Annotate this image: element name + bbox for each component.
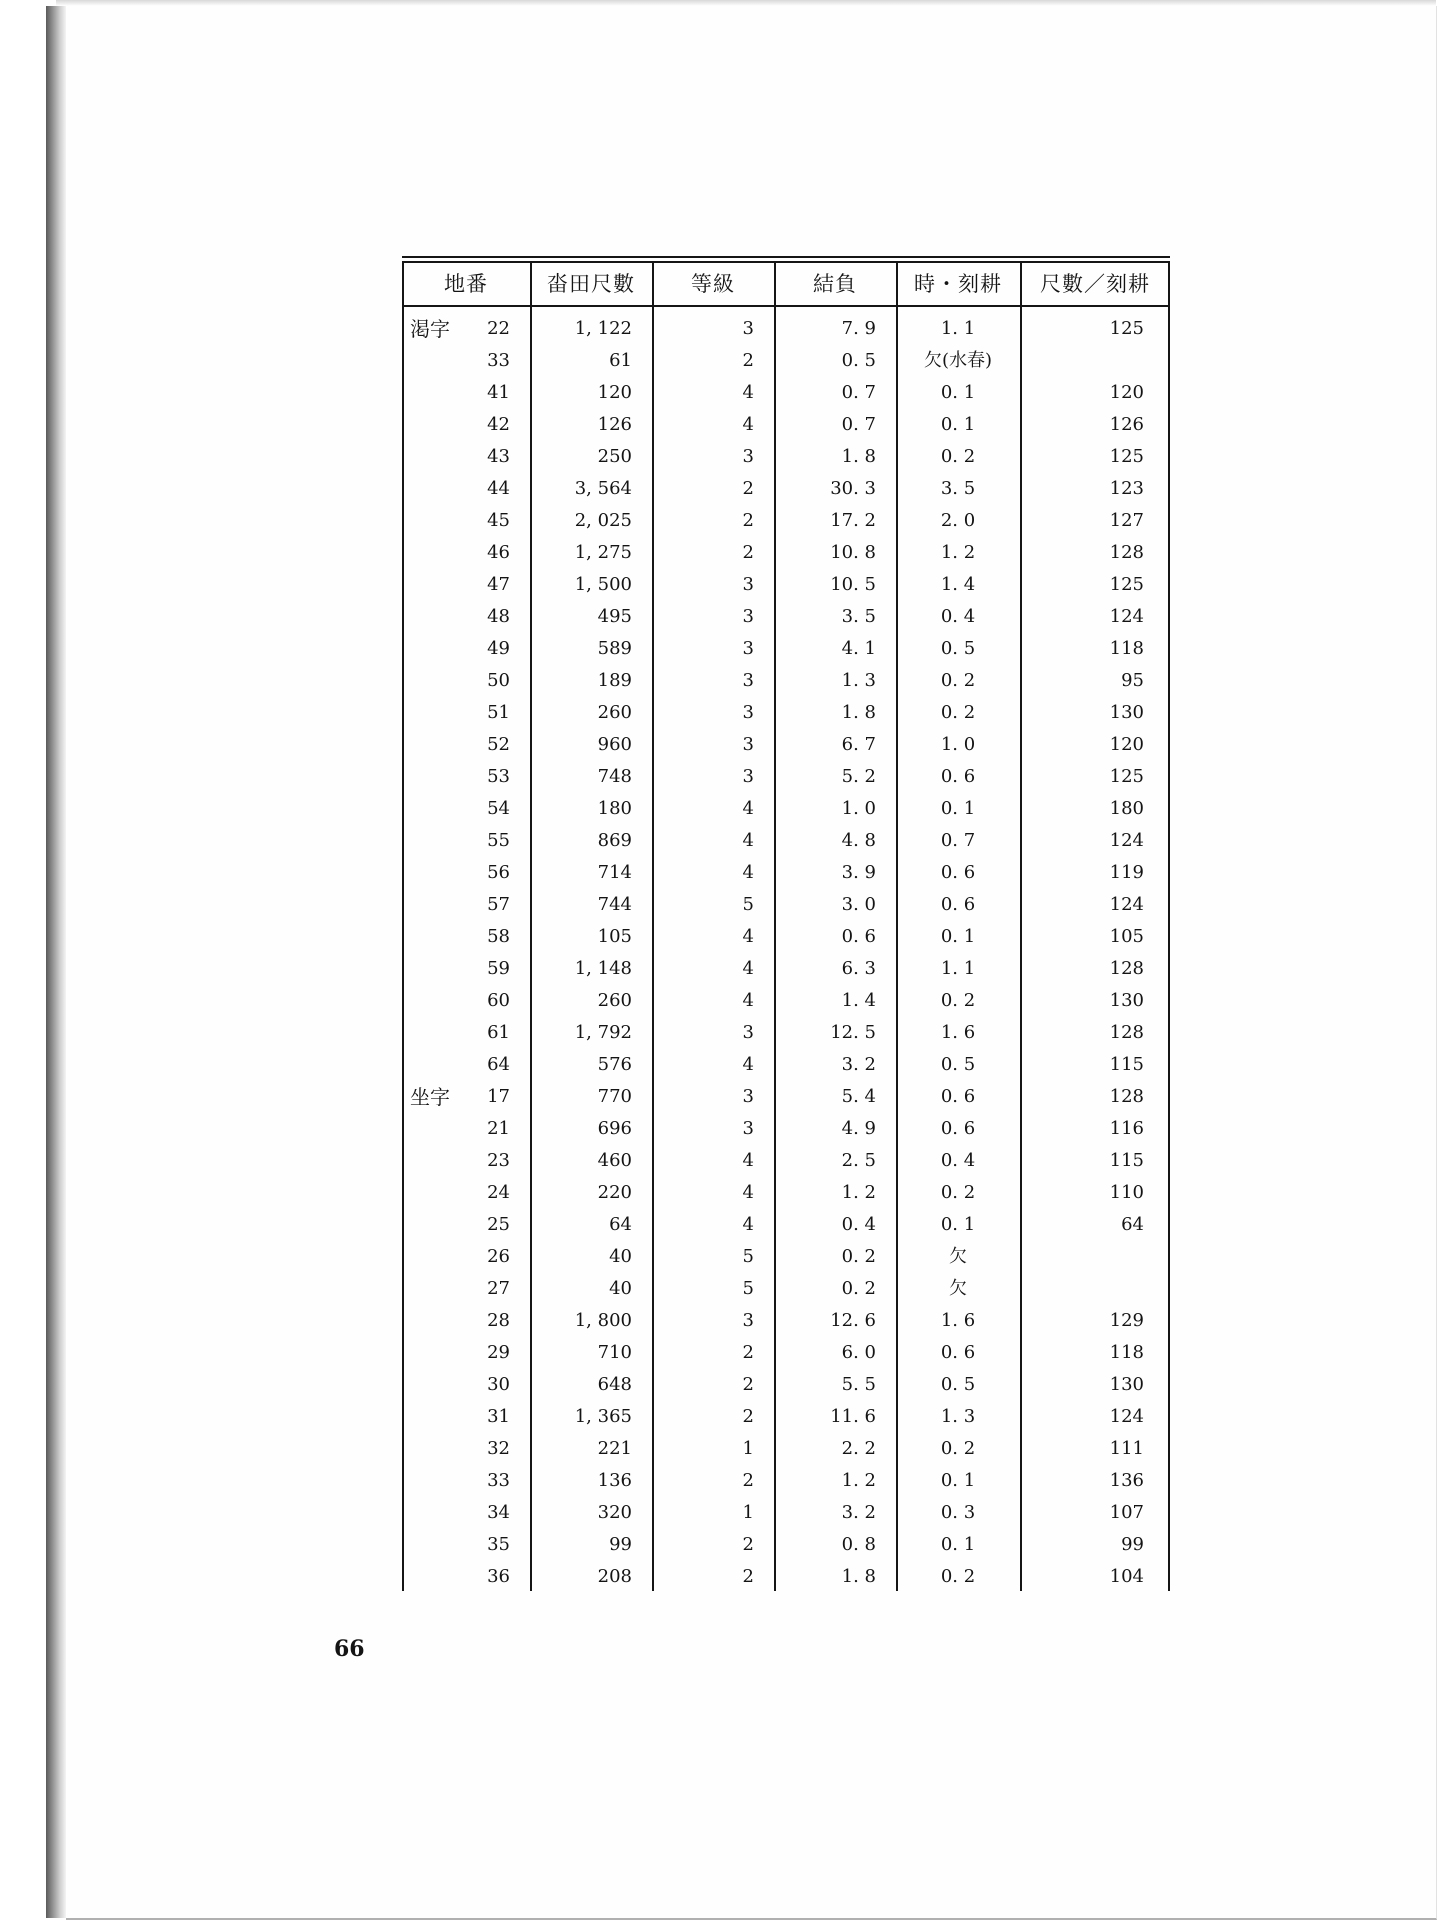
book-spine-edge: [46, 6, 66, 1918]
cell-plowing-time: 0. 3: [940, 1502, 976, 1523]
cell-plowing-time: 0. 6: [940, 766, 976, 787]
cell-kyeol-bu: 1. 4: [841, 990, 876, 1011]
cell-grade: 4: [742, 1054, 754, 1075]
table-row: [402, 793, 1170, 825]
cell-grade: 4: [742, 1182, 754, 1203]
cell-area-per-time: 95: [1121, 670, 1144, 691]
page-number: 66: [334, 1636, 365, 1662]
header-lot-number: 地番: [444, 272, 488, 296]
cell-grade: 3: [742, 574, 754, 595]
cell-kyeol-bu: 2. 5: [841, 1150, 876, 1171]
header-grade: 等級: [691, 272, 735, 296]
cell-area-per-time: 124: [1109, 606, 1144, 627]
cell-plowing-time: 0. 6: [940, 1342, 976, 1363]
cell-area-per-time: 180: [1109, 798, 1144, 819]
cell-plowing-time: 0. 2: [940, 446, 976, 467]
cell-area-per-time: 128: [1109, 1022, 1144, 1043]
cell-lot-number: 58: [487, 926, 510, 947]
cell-plowing-time: 0. 2: [940, 1182, 976, 1203]
table-row: [402, 1145, 1170, 1177]
cell-field-area: 260: [597, 990, 632, 1011]
cell-field-area: 714: [597, 862, 632, 883]
cell-grade: 4: [742, 926, 754, 947]
table-row: [402, 1497, 1170, 1529]
cell-lot-number: 60: [487, 990, 510, 1011]
cell-field-area: 180: [597, 798, 632, 819]
cell-field-area: 960: [597, 734, 632, 755]
table-row: [402, 1177, 1170, 1209]
cell-lot-number: 30: [487, 1374, 510, 1395]
cell-grade: 2: [742, 1406, 754, 1427]
cell-plowing-time: 0. 5: [940, 1374, 976, 1395]
cell-field-area: 460: [597, 1150, 632, 1171]
cell-area-per-time: 64: [1121, 1214, 1144, 1235]
cell-grade: 4: [742, 414, 754, 435]
cell-grade: 2: [742, 350, 754, 371]
table-row: [402, 1305, 1170, 1337]
cell-plowing-time: 1. 0: [940, 734, 976, 755]
cell-grade: 4: [742, 1150, 754, 1171]
cell-lot-number: 34: [487, 1502, 510, 1523]
cell-kyeol-bu: 4. 8: [841, 830, 876, 851]
cell-field-area: 99: [609, 1534, 632, 1555]
cell-area-per-time: 99: [1121, 1534, 1144, 1555]
cell-area-per-time: [1042, 1241, 1144, 1273]
cell-area-per-time: 115: [1109, 1054, 1144, 1075]
cell-lot-number: 33: [487, 350, 510, 371]
cell-kyeol-bu: 30. 3: [830, 478, 876, 499]
cell-kyeol-bu: 0. 4: [841, 1214, 876, 1235]
table-header-row: [402, 263, 1170, 305]
table-row: [402, 1209, 1170, 1241]
table-row: [402, 1337, 1170, 1369]
cell-area-per-time: 123: [1109, 478, 1144, 499]
cell-field-area: 221: [597, 1438, 632, 1459]
cell-plowing-time: 0. 2: [940, 702, 976, 723]
cell-field-area: 748: [597, 766, 632, 787]
cell-kyeol-bu: 1. 3: [841, 670, 876, 691]
table-row: [402, 825, 1170, 857]
cell-plowing-time: 1. 1: [940, 318, 976, 339]
cell-grade: 5: [742, 1278, 754, 1299]
cell-kyeol-bu: 17. 2: [830, 510, 876, 531]
cell-plowing-time: 0. 2: [940, 990, 976, 1011]
cell-kyeol-bu: 11. 6: [830, 1406, 876, 1427]
cell-plowing-time: 欠: [949, 1278, 967, 1299]
table-row: [402, 1273, 1170, 1305]
cell-lot-number: 56: [487, 862, 510, 883]
cell-plowing-time: 0. 6: [940, 1086, 976, 1107]
cell-kyeol-bu: 3. 5: [841, 606, 876, 627]
table-row: [402, 1369, 1170, 1401]
table-row: [402, 633, 1170, 665]
cell-field-area: 770: [597, 1086, 632, 1107]
cell-area-per-time: 110: [1109, 1182, 1144, 1203]
cell-plowing-time: 1. 6: [940, 1310, 976, 1331]
cell-lot-number: 53: [487, 766, 510, 787]
cell-lot-number: 54: [487, 798, 510, 819]
cell-field-area: 136: [597, 1470, 632, 1491]
table-row: [402, 1113, 1170, 1145]
cell-grade: 4: [742, 958, 754, 979]
cell-lot-number: 59: [487, 958, 510, 979]
cell-grade: 4: [742, 798, 754, 819]
cell-lot-number: 64: [487, 1054, 510, 1075]
cell-area-per-time: 115: [1109, 1150, 1144, 1171]
cell-kyeol-bu: 10. 8: [830, 542, 876, 563]
table-row: [402, 761, 1170, 793]
table-row: [402, 985, 1170, 1017]
cell-plowing-time: 3. 5: [940, 478, 976, 499]
cell-kyeol-bu: 0. 6: [841, 926, 876, 947]
cell-plowing-time: 0. 1: [940, 1470, 976, 1491]
cell-grade: 3: [742, 766, 754, 787]
cell-area-per-time: 105: [1109, 926, 1144, 947]
cell-lot-number: 24: [487, 1182, 510, 1203]
cell-field-area: 40: [609, 1246, 632, 1267]
cell-grade: 1: [742, 1438, 754, 1459]
cell-lot-number: 42: [487, 414, 510, 435]
cell-kyeol-bu: 5. 5: [841, 1374, 876, 1395]
cell-lot-number: 52: [487, 734, 510, 755]
cell-area-per-time: 111: [1109, 1438, 1144, 1459]
cell-plowing-time: 0. 7: [940, 830, 976, 851]
table-row: [402, 1049, 1170, 1081]
table-row: [402, 1529, 1170, 1561]
cell-field-area: 1, 275: [574, 542, 632, 563]
cell-kyeol-bu: 1. 2: [841, 1182, 876, 1203]
table-row: [402, 857, 1170, 889]
cell-field-area: 648: [597, 1374, 632, 1395]
cell-lot-number: 35: [487, 1534, 510, 1555]
cell-kyeol-bu: 3. 9: [841, 862, 876, 883]
table-body: [402, 313, 1170, 1593]
cell-kyeol-bu: 1. 8: [841, 1566, 876, 1587]
cell-lot-number: 27: [487, 1278, 510, 1299]
cell-plowing-time: 0. 5: [940, 1054, 976, 1075]
cell-grade: 2: [742, 1566, 754, 1587]
cell-plowing-time: 0. 2: [940, 1438, 976, 1459]
cell-plowing-time: 0. 4: [940, 606, 976, 627]
cell-grade: 3: [742, 734, 754, 755]
cell-field-area: 40: [609, 1278, 632, 1299]
cell-area-per-time: 129: [1109, 1310, 1144, 1331]
table-row: [402, 377, 1170, 409]
header-bottom-rule: [402, 305, 1170, 307]
table-top-rule: [402, 256, 1170, 258]
cell-lot-number: 46: [487, 542, 510, 563]
cell-kyeol-bu: 0. 2: [841, 1278, 876, 1299]
cell-kyeol-bu: 6. 3: [841, 958, 876, 979]
cell-lot-number: 48: [487, 606, 510, 627]
cell-grade: 5: [742, 1246, 754, 1267]
cell-area-per-time: 124: [1109, 830, 1144, 851]
cell-area-per-time: 125: [1109, 318, 1144, 339]
header-kyeol-bu: 結負: [813, 272, 857, 296]
cell-lot-number: 22: [487, 318, 510, 339]
cell-kyeol-bu: 3. 2: [841, 1502, 876, 1523]
cell-grade: 3: [742, 1086, 754, 1107]
cell-plowing-time: 1. 4: [940, 574, 976, 595]
cell-lot-number: 17: [487, 1086, 510, 1107]
cell-plowing-time: 0. 2: [940, 1566, 976, 1587]
cell-kyeol-bu: 6. 0: [841, 1342, 876, 1363]
cell-plowing-time: 0. 6: [940, 862, 976, 883]
cell-field-area: 320: [597, 1502, 632, 1523]
cell-kyeol-bu: 1. 8: [841, 702, 876, 723]
cell-lot-number: 43: [487, 446, 510, 467]
table-row: [402, 569, 1170, 601]
table-row: [402, 1433, 1170, 1465]
cell-field-area: 495: [597, 606, 632, 627]
cell-area-per-time: 128: [1109, 542, 1144, 563]
cell-area-per-time: 127: [1109, 510, 1144, 531]
cell-lot-number: 33: [487, 1470, 510, 1491]
cell-lot-number: 21: [487, 1118, 510, 1139]
table-row: [402, 1465, 1170, 1497]
cell-plowing-time: 0. 5: [940, 638, 976, 659]
cell-field-area: 1, 148: [574, 958, 632, 979]
cell-kyeol-bu: 5. 2: [841, 766, 876, 787]
cell-kyeol-bu: 0. 8: [841, 1534, 876, 1555]
table-row: [402, 537, 1170, 569]
cell-field-area: 576: [597, 1054, 632, 1075]
cell-grade: 3: [742, 1022, 754, 1043]
cell-kyeol-bu: 0. 7: [841, 414, 876, 435]
cell-field-area: 208: [597, 1566, 632, 1587]
cell-field-area: 869: [597, 830, 632, 851]
cell-area-per-time: 128: [1109, 958, 1144, 979]
cell-lot-number: 26: [487, 1246, 510, 1267]
table-row: [402, 921, 1170, 953]
cell-kyeol-bu: 12. 5: [830, 1022, 876, 1043]
table-row: [402, 505, 1170, 537]
cell-field-area: 2, 025: [574, 510, 632, 531]
cell-grade: 4: [742, 990, 754, 1011]
cell-kyeol-bu: 0. 2: [841, 1246, 876, 1267]
cell-plowing-time: 0. 4: [940, 1150, 976, 1171]
cell-kyeol-bu: 7. 9: [841, 318, 876, 339]
cell-lot-number: 61: [487, 1022, 510, 1043]
cell-area-per-time: 124: [1109, 1406, 1144, 1427]
cell-plowing-time: 0. 1: [940, 798, 976, 819]
table-row: [402, 473, 1170, 505]
cell-lot-number: 31: [487, 1406, 510, 1427]
row-group-label: 坐字: [410, 1085, 450, 1109]
cell-grade: 2: [742, 478, 754, 499]
cell-grade: 1: [742, 1502, 754, 1523]
cell-area-per-time: 120: [1109, 734, 1144, 755]
cell-field-area: 1, 792: [574, 1022, 632, 1043]
cell-area-per-time: 125: [1109, 766, 1144, 787]
cell-lot-number: 45: [487, 510, 510, 531]
table-row: [402, 665, 1170, 697]
cell-lot-number: 28: [487, 1310, 510, 1331]
cell-area-per-time: 116: [1109, 1118, 1144, 1139]
cell-field-area: 589: [597, 638, 632, 659]
cell-grade: 3: [742, 606, 754, 627]
cell-field-area: 1, 122: [574, 318, 632, 339]
cell-area-per-time: 125: [1109, 446, 1144, 467]
table-row: [402, 1561, 1170, 1593]
cell-plowing-time: 欠(水春): [923, 350, 993, 371]
cell-field-area: 260: [597, 702, 632, 723]
cell-grade: 3: [742, 702, 754, 723]
cell-area-per-time: 126: [1109, 414, 1144, 435]
table-row: [402, 729, 1170, 761]
cell-area-per-time: 130: [1109, 990, 1144, 1011]
cell-plowing-time: 1. 1: [940, 958, 976, 979]
cell-grade: 4: [742, 1214, 754, 1235]
cell-lot-number: 49: [487, 638, 510, 659]
table-row: [402, 601, 1170, 633]
cell-field-area: 3, 564: [574, 478, 632, 499]
cell-lot-number: 32: [487, 1438, 510, 1459]
cell-area-per-time: [1042, 1273, 1144, 1305]
cell-grade: 2: [742, 1374, 754, 1395]
cell-plowing-time: 2. 0: [940, 510, 976, 531]
header-field-area: 畓田尺數: [547, 272, 635, 296]
cell-field-area: 1, 365: [574, 1406, 632, 1427]
cell-kyeol-bu: 0. 5: [841, 350, 876, 371]
cell-plowing-time: 0. 2: [940, 670, 976, 691]
cell-area-per-time: 107: [1109, 1502, 1144, 1523]
cell-field-area: 744: [597, 894, 632, 915]
cell-area-per-time: 128: [1109, 1086, 1144, 1107]
cell-kyeol-bu: 1. 8: [841, 446, 876, 467]
cell-field-area: 696: [597, 1118, 632, 1139]
cell-grade: 3: [742, 638, 754, 659]
cell-field-area: 105: [597, 926, 632, 947]
cell-kyeol-bu: 3. 0: [841, 894, 876, 915]
header-area-per-time: 尺數／刻耕: [1040, 272, 1150, 296]
cell-kyeol-bu: 4. 1: [841, 638, 876, 659]
cell-lot-number: 51: [487, 702, 510, 723]
cell-plowing-time: 0. 6: [940, 1118, 976, 1139]
table-row: [402, 345, 1170, 377]
cell-kyeol-bu: 0. 7: [841, 382, 876, 403]
cell-lot-number: 29: [487, 1342, 510, 1363]
cell-field-area: 1, 500: [574, 574, 632, 595]
table-row: [402, 697, 1170, 729]
cell-lot-number: 25: [487, 1214, 510, 1235]
cell-area-per-time: 124: [1109, 894, 1144, 915]
cell-field-area: 61: [609, 350, 632, 371]
header-plowing-time: 時・刻耕: [914, 272, 1002, 296]
cell-plowing-time: 0. 1: [940, 1214, 976, 1235]
cell-area-per-time: 119: [1109, 862, 1144, 883]
cell-area-per-time: 118: [1109, 638, 1144, 659]
table-row: [402, 1241, 1170, 1273]
cell-area-per-time: 130: [1109, 702, 1144, 723]
cell-grade: 4: [742, 862, 754, 883]
cell-grade: 3: [742, 670, 754, 691]
cell-lot-number: 47: [487, 574, 510, 595]
cell-grade: 2: [742, 1342, 754, 1363]
cell-lot-number: 41: [487, 382, 510, 403]
cell-lot-number: 50: [487, 670, 510, 691]
cell-field-area: 189: [597, 670, 632, 691]
table-row: [402, 953, 1170, 985]
cell-kyeol-bu: 12. 6: [830, 1310, 876, 1331]
cell-kyeol-bu: 1. 0: [841, 798, 876, 819]
cell-field-area: 1, 800: [574, 1310, 632, 1331]
cell-plowing-time: 0. 6: [940, 894, 976, 915]
cell-kyeol-bu: 2. 2: [841, 1438, 876, 1459]
cell-field-area: 120: [597, 382, 632, 403]
cell-grade: 3: [742, 1118, 754, 1139]
table-row: [402, 313, 1170, 345]
cell-lot-number: 44: [487, 478, 510, 499]
cell-grade: 3: [742, 1310, 754, 1331]
cell-kyeol-bu: 3. 2: [841, 1054, 876, 1075]
table-row: [402, 1017, 1170, 1049]
cell-field-area: 220: [597, 1182, 632, 1203]
cell-grade: 2: [742, 1534, 754, 1555]
cell-plowing-time: 1. 3: [940, 1406, 976, 1427]
cell-area-per-time: 130: [1109, 1374, 1144, 1395]
cell-plowing-time: 0. 1: [940, 926, 976, 947]
table-row: [402, 409, 1170, 441]
cell-field-area: 64: [609, 1214, 632, 1235]
cell-area-per-time: 125: [1109, 574, 1144, 595]
row-group-label: 渇字: [410, 317, 450, 341]
cell-grade: 3: [742, 318, 754, 339]
cell-grade: 3: [742, 446, 754, 467]
table-row: [402, 441, 1170, 473]
cell-lot-number: 36: [487, 1566, 510, 1587]
cell-plowing-time: 0. 1: [940, 1534, 976, 1555]
cell-area-per-time: 118: [1109, 1342, 1144, 1363]
table-row: [402, 1401, 1170, 1433]
cell-kyeol-bu: 6. 7: [841, 734, 876, 755]
cell-lot-number: 55: [487, 830, 510, 851]
cell-grade: 2: [742, 542, 754, 563]
cell-plowing-time: 1. 6: [940, 1022, 976, 1043]
cell-kyeol-bu: 4. 9: [841, 1118, 876, 1139]
cell-area-per-time: 120: [1109, 382, 1144, 403]
cell-grade: 4: [742, 830, 754, 851]
cell-kyeol-bu: 1. 2: [841, 1470, 876, 1491]
cell-lot-number: 57: [487, 894, 510, 915]
cell-kyeol-bu: 10. 5: [830, 574, 876, 595]
cell-area-per-time: 136: [1109, 1470, 1144, 1491]
cell-plowing-time: 1. 2: [940, 542, 976, 563]
cell-kyeol-bu: 5. 4: [841, 1086, 876, 1107]
cell-plowing-time: 欠: [949, 1246, 967, 1267]
cell-grade: 2: [742, 510, 754, 531]
cell-field-area: 710: [597, 1342, 632, 1363]
table-row: [402, 1081, 1170, 1113]
cell-area-per-time: [1042, 345, 1144, 377]
cell-grade: 5: [742, 894, 754, 915]
cell-field-area: 126: [597, 414, 632, 435]
cell-area-per-time: 104: [1109, 1566, 1144, 1587]
cell-plowing-time: 0. 1: [940, 382, 976, 403]
cell-lot-number: 23: [487, 1150, 510, 1171]
table-row: [402, 889, 1170, 921]
cell-field-area: 250: [597, 446, 632, 467]
land-register-table: [402, 256, 1170, 1592]
cell-grade: 4: [742, 382, 754, 403]
cell-grade: 2: [742, 1470, 754, 1491]
cell-plowing-time: 0. 1: [940, 414, 976, 435]
